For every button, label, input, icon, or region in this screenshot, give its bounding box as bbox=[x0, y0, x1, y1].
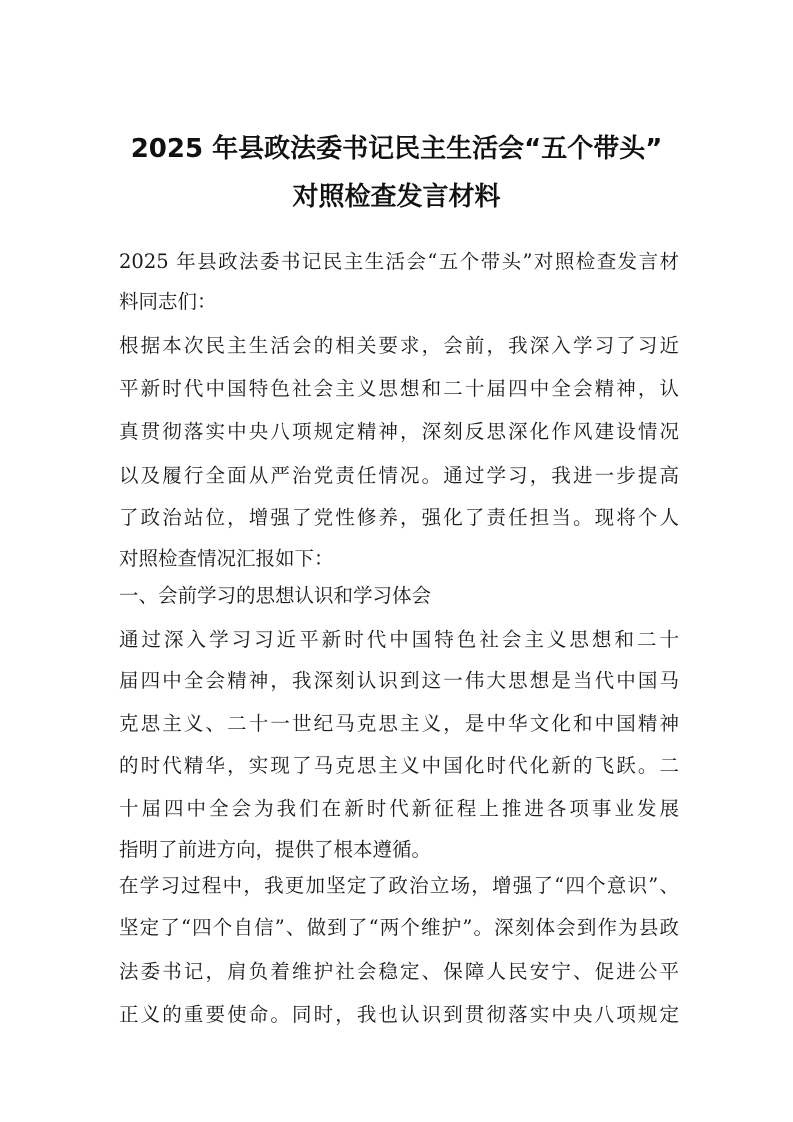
body-line: 指明了前进方向，提供了根本遵循。 bbox=[119, 838, 432, 861]
body-line: 真贯彻落实中央八项规定精神，深刻反思深化作风建设情况 bbox=[119, 420, 679, 443]
body-line: 法委书记，肩负着维护社会稳定、保障人民安宁、促进公平 bbox=[119, 960, 679, 983]
body-line: 届四中全会精神，我深刻认识到这一伟大思想是当代中国马 bbox=[119, 669, 679, 692]
body-line: 通过深入学习习近平新时代中国特色社会主义思想和二十 bbox=[119, 628, 679, 651]
body-line: 十届四中全会为我们在新时代新征程上推进各项事业发展 bbox=[119, 797, 679, 820]
document-title-line-2: 对照检查发言材料 bbox=[292, 182, 501, 212]
body-line: 平新时代中国特色社会主义思想和二十届四中全会精神，认 bbox=[119, 377, 679, 400]
body-line: 料同志们： bbox=[119, 290, 217, 313]
body-line: 以及履行全面从严治党责任情况。通过学习，我进一步提高 bbox=[119, 464, 679, 487]
body-line: 正义的重要使命。同时，我也认识到贯彻落实中央八项规定 bbox=[119, 1003, 679, 1026]
body-line: 2025 年县政法委书记民主生活会“五个带头”对照检查发言材 bbox=[119, 250, 679, 273]
body-line: 对照检查情况汇报如下： bbox=[119, 547, 334, 570]
body-line: 了政治站位，增强了党性修养，强化了责任担当。现将个人 bbox=[119, 506, 679, 529]
body-line: 根据本次民主生活会的相关要求，会前，我深入学习了习近 bbox=[119, 334, 679, 357]
body-line: 坚定了“四个自信”、做到了“两个维护”。深刻体会到作为县政 bbox=[119, 916, 679, 939]
document-title-line-1: 2025 年县政法委书记民主生活会“五个带头” bbox=[130, 134, 663, 164]
body-line: 的时代精华，实现了马克思主义中国化时代化新的飞跃。二 bbox=[119, 754, 679, 777]
body-line: 克思主义、二十一世纪马克思主义，是中华文化和中国精神 bbox=[119, 712, 679, 735]
body-line: 在学习过程中，我更加坚定了政治立场，增强了“四个意识”、 bbox=[119, 874, 679, 897]
section-heading: 一、会前学习的思想认识和学习体会 bbox=[119, 584, 432, 607]
